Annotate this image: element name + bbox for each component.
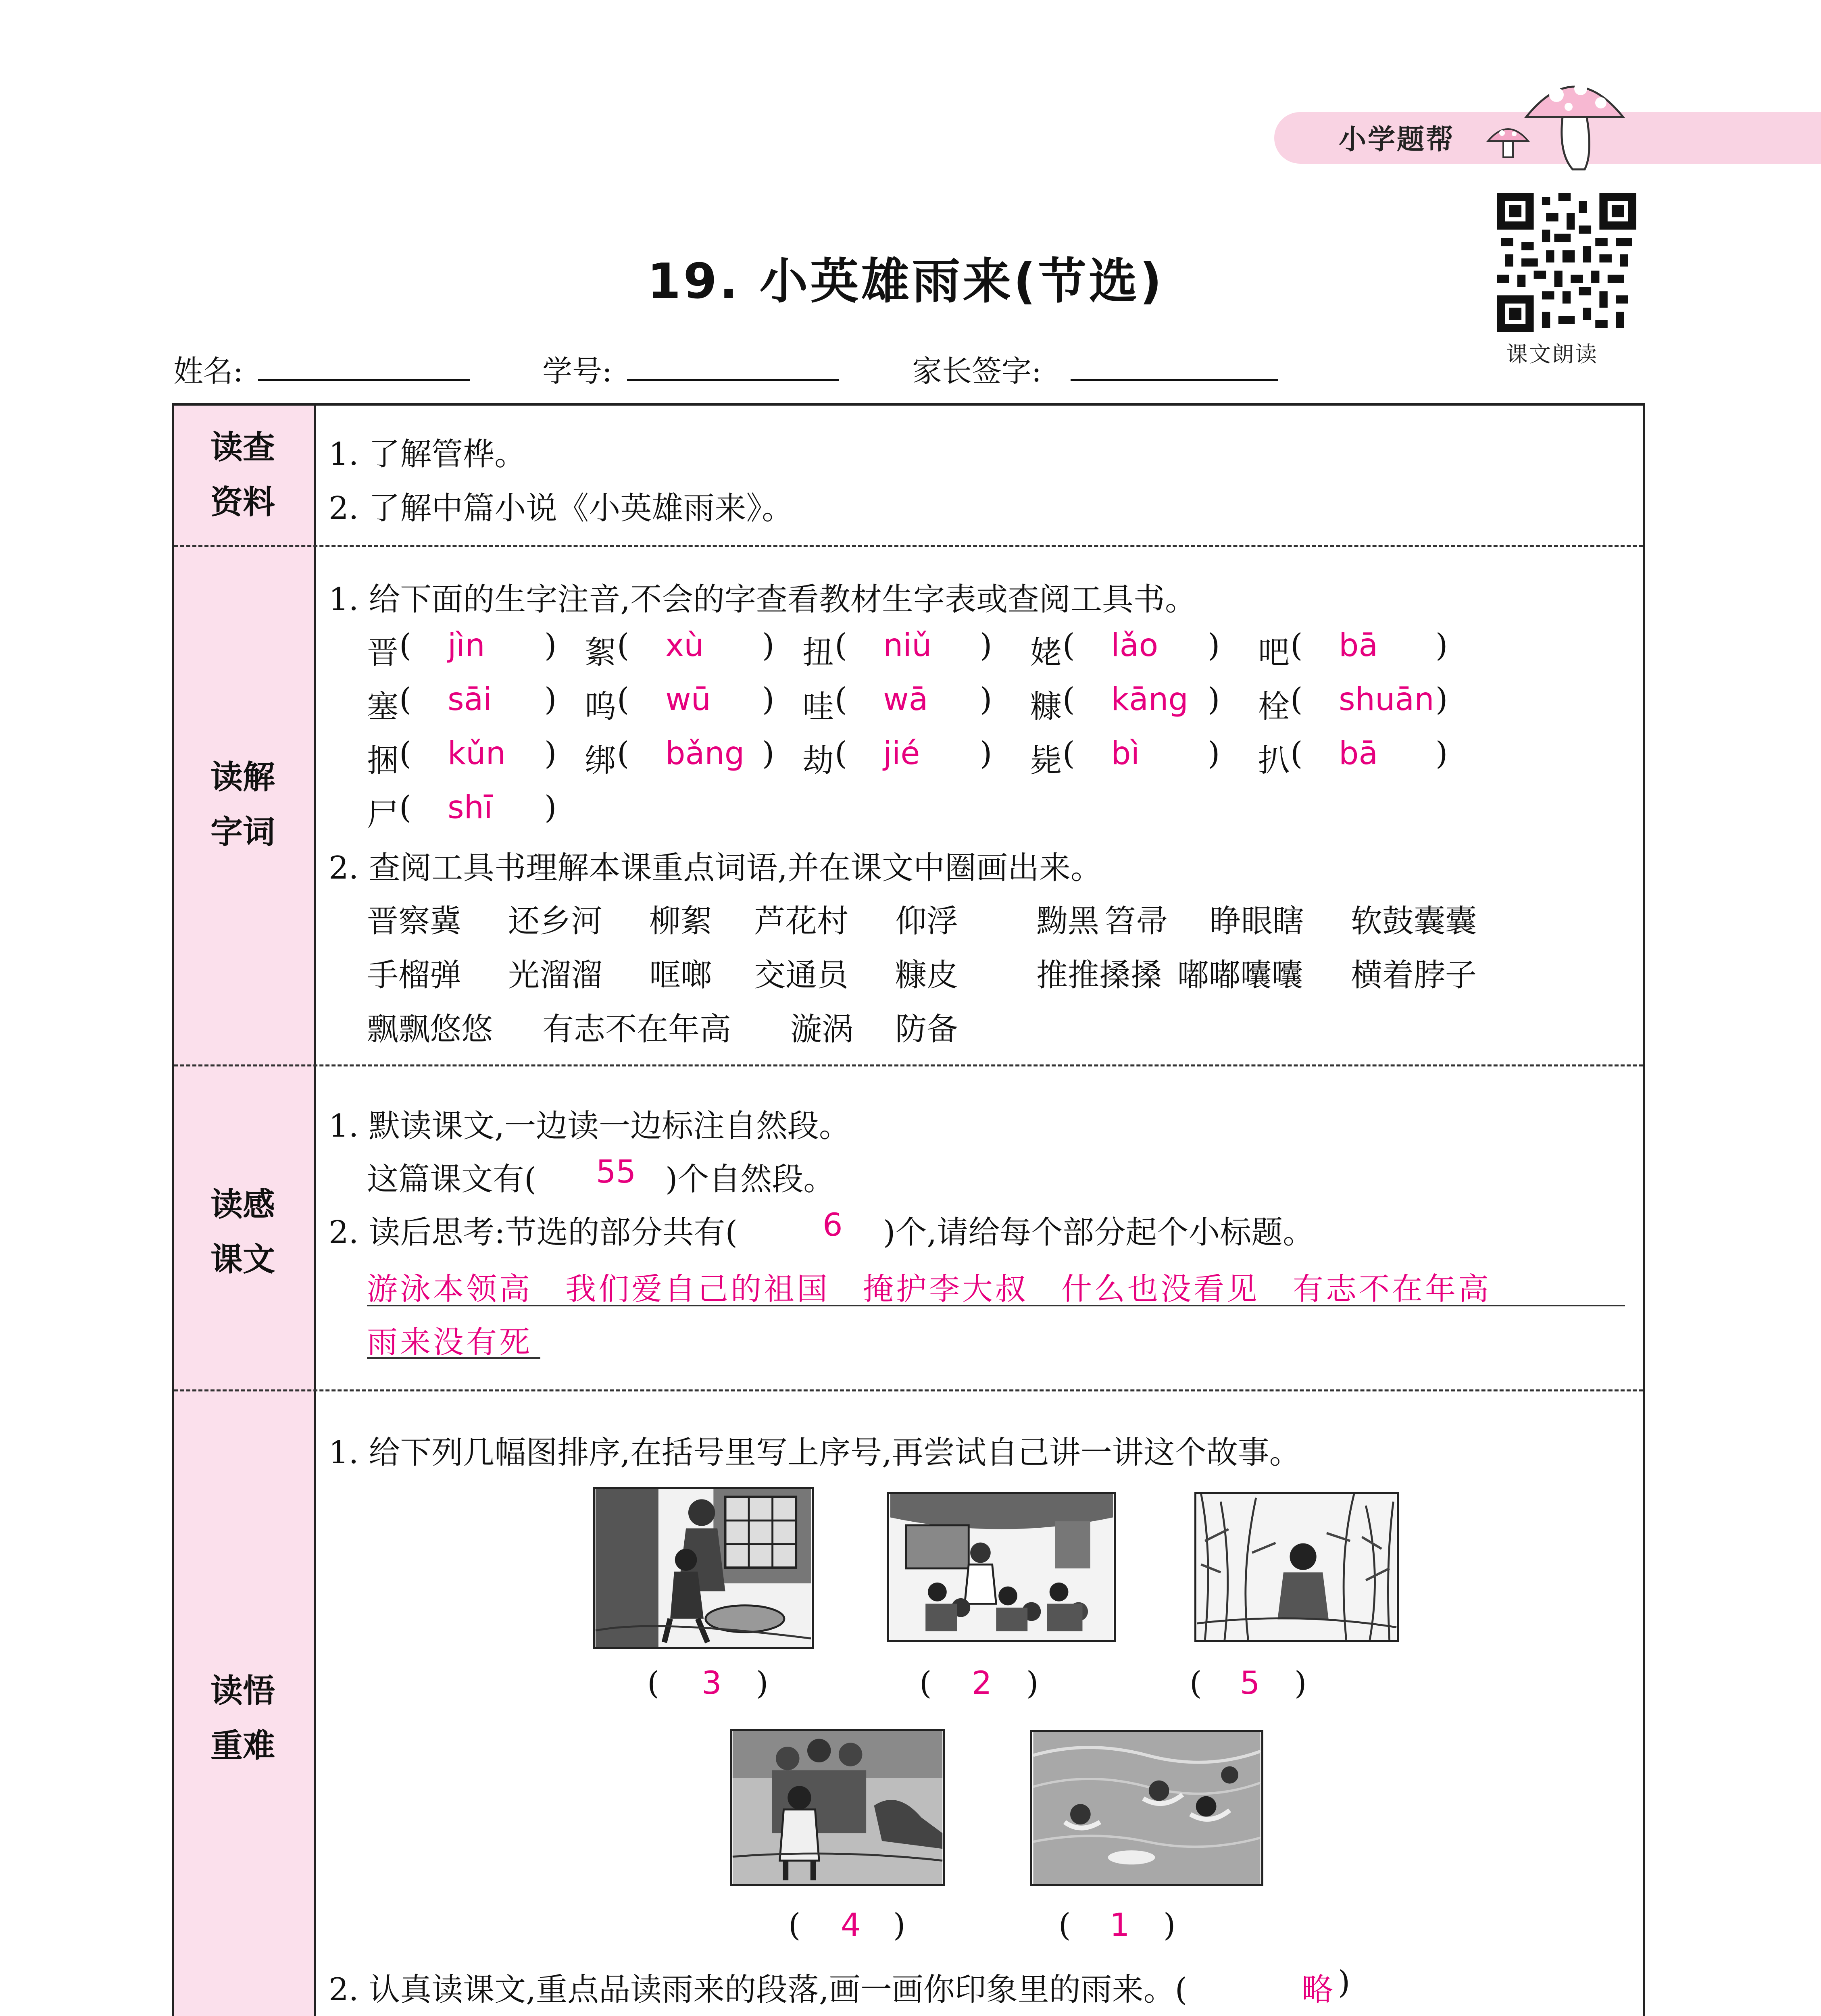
- key-word: 哐啷: [649, 957, 713, 993]
- picture-1-order[interactable]: 3: [702, 1665, 722, 1702]
- key-word: 飘飘悠悠: [367, 1011, 493, 1048]
- qr-caption: 课文朗读: [1506, 342, 1598, 367]
- pinyin-char: 糠: [1030, 689, 1062, 725]
- s3-question-1: 1. 默读课文,一边读一边标注自然段。: [329, 1108, 851, 1144]
- order-bracket-open: (: [788, 1907, 801, 1943]
- s3-paragraph-count-answer[interactable]: 55: [596, 1154, 636, 1190]
- picture-3-order[interactable]: 5: [1240, 1665, 1260, 1702]
- pinyin-answer[interactable]: jié: [883, 735, 920, 772]
- answer-underline: [367, 1305, 1625, 1306]
- picture-4-order[interactable]: 4: [841, 1907, 861, 1943]
- pinyin-answer[interactable]: bǎng: [665, 735, 745, 772]
- pinyin-answer[interactable]: niǔ: [883, 627, 932, 664]
- key-word: 糠皮: [895, 957, 958, 993]
- parent-signature-label: 家长签字:: [912, 354, 1042, 389]
- student-number-field[interactable]: [627, 379, 839, 381]
- pinyin-bracket-open: (: [399, 789, 412, 826]
- s3-subtitles-line-1[interactable]: 游泳本领高 我们爱自己的祖国 掩护李大叔 什么也没看见 有志不在年高: [367, 1271, 1491, 1307]
- story-picture-1: [593, 1487, 814, 1649]
- pinyin-bracket-open: (: [1063, 681, 1075, 718]
- pinyin-bracket-close: ): [1208, 735, 1220, 772]
- key-word: 黝黑: [1036, 903, 1100, 939]
- pinyin-answer[interactable]: lǎo: [1111, 627, 1158, 664]
- key-word: 晋察冀: [367, 903, 462, 939]
- pinyin-bracket-close: ): [980, 735, 992, 772]
- pinyin-char: 絮: [585, 635, 617, 671]
- pinyin-bracket-open: (: [835, 681, 847, 718]
- story-picture-4: [730, 1729, 945, 1886]
- pinyin-bracket-close: ): [762, 681, 775, 718]
- pinyin-char: 栓: [1258, 689, 1290, 725]
- story-picture-3: [1194, 1492, 1399, 1642]
- pinyin-char: 呜: [585, 689, 617, 725]
- key-word: 光溜溜: [508, 957, 603, 993]
- section-label-1b: 资料: [210, 483, 275, 521]
- s1-item-1: 1. 了解管桦。: [329, 436, 526, 473]
- name-label: 姓名:: [173, 354, 243, 389]
- picture-2-order[interactable]: 2: [972, 1665, 992, 1702]
- pinyin-bracket-open: (: [1063, 627, 1075, 664]
- story-picture-2: [887, 1492, 1116, 1642]
- key-word: 防备: [895, 1011, 958, 1048]
- pinyin-bracket-close: ): [1208, 627, 1220, 664]
- pinyin-char: 扭: [802, 635, 834, 671]
- pinyin-char: 晋: [367, 635, 399, 671]
- s3-subtitles-line-2[interactable]: 雨来没有死: [367, 1324, 532, 1360]
- pinyin-bracket-open: (: [1290, 735, 1303, 772]
- pinyin-char: 捆: [367, 743, 399, 779]
- s3-paragraph-count-post: )个自然段。: [665, 1161, 835, 1198]
- pinyin-char: 哇: [802, 689, 834, 725]
- pinyin-bracket-close: ): [1436, 627, 1448, 664]
- key-word: 手榴弹: [367, 957, 462, 993]
- pinyin-char: 毙: [1030, 743, 1062, 779]
- large-mushroom-icon: [1520, 60, 1629, 173]
- story-picture-5: [1030, 1730, 1263, 1886]
- pinyin-bracket-open: (: [617, 681, 629, 718]
- pinyin-answer[interactable]: xù: [665, 627, 704, 664]
- order-bracket-close: ): [1026, 1665, 1039, 1702]
- section-label-4b: 重难: [210, 1727, 275, 1764]
- pinyin-bracket-close: ): [1436, 681, 1448, 718]
- s3-paragraph-count-pre: 这篇课文有(: [367, 1161, 537, 1198]
- pinyin-char: 绑: [585, 743, 617, 779]
- pinyin-bracket-close: ): [1208, 681, 1220, 718]
- answer-underline: [367, 1357, 540, 1359]
- pinyin-bracket-open: (: [399, 681, 412, 718]
- order-bracket-close: ): [893, 1907, 906, 1943]
- pinyin-answer[interactable]: bā: [1339, 735, 1378, 772]
- key-word: 仰浮: [895, 903, 958, 939]
- order-bracket-open: (: [919, 1665, 932, 1702]
- key-word: 推推搡搡: [1036, 957, 1163, 993]
- qr-code[interactable]: [1497, 193, 1636, 332]
- section-label-1a: 读查: [210, 429, 275, 466]
- pinyin-answer[interactable]: shī: [448, 789, 493, 826]
- brand-label: 小学题帮: [1339, 124, 1455, 156]
- s2-question-1: 1. 给下面的生字注音,不会的字查看教材生字表或查阅工具书。: [329, 581, 1197, 618]
- pinyin-bracket-close: ): [980, 627, 992, 664]
- pinyin-char: 姥: [1030, 635, 1062, 671]
- s4-question-2-pre: 2. 认真读课文,重点品读雨来的段落,画一画你印象里的雨来。(: [329, 1972, 1188, 2008]
- pinyin-answer[interactable]: shuān: [1339, 681, 1434, 718]
- s3-question-2-pre: 2. 读后思考:节选的部分共有(: [329, 1214, 738, 1251]
- pinyin-bracket-close: ): [544, 627, 557, 664]
- pinyin-bracket-open: (: [1290, 681, 1303, 718]
- key-word: 横着脖子: [1351, 957, 1477, 993]
- pinyin-bracket-open: (: [399, 735, 412, 772]
- pinyin-char: 塞: [367, 689, 399, 725]
- pinyin-char: 尸: [367, 797, 399, 833]
- pinyin-bracket-close: ): [544, 789, 557, 826]
- pinyin-bracket-close: ): [762, 627, 775, 664]
- pinyin-answer[interactable]: bā: [1339, 627, 1378, 664]
- key-word: 睁眼瞎: [1210, 903, 1304, 939]
- section-label-3b: 课文: [210, 1241, 275, 1278]
- s3-question-2-post: )个,请给每个部分起个小标题。: [883, 1214, 1315, 1251]
- key-word: 有志不在年高: [542, 1011, 731, 1048]
- pinyin-bracket-close: ): [762, 735, 775, 772]
- s1-item-2: 2. 了解中篇小说《小英雄雨来》。: [329, 490, 794, 527]
- column-divider: [314, 406, 316, 2016]
- pinyin-answer[interactable]: jìn: [448, 627, 485, 664]
- key-word: 笤帚: [1105, 903, 1168, 939]
- s4-question-2-post: ): [1338, 1964, 1350, 2001]
- pinyin-bracket-open: (: [835, 735, 847, 772]
- picture-5-order[interactable]: 1: [1110, 1907, 1130, 1943]
- key-word: 芦花村: [754, 903, 849, 939]
- pinyin-bracket-open: (: [399, 627, 412, 664]
- s2-question-2: 2. 查阅工具书理解本课重点词语,并在课文中圈画出来。: [329, 850, 1102, 886]
- s3-part-count-answer[interactable]: 6: [823, 1207, 843, 1243]
- order-bracket-close: ): [1294, 1665, 1307, 1702]
- name-field[interactable]: [258, 379, 470, 381]
- pinyin-char: 吧: [1258, 635, 1290, 671]
- order-bracket-open: (: [647, 1665, 660, 1702]
- pinyin-answer[interactable]: wā: [883, 681, 928, 718]
- s4-question-2-answer[interactable]: 略: [1302, 1972, 1333, 2008]
- row-divider: [174, 545, 1643, 547]
- pinyin-bracket-close: ): [544, 681, 557, 718]
- pinyin-bracket-open: (: [617, 735, 629, 772]
- parent-signature-field[interactable]: [1071, 379, 1278, 381]
- row-divider: [174, 1064, 1643, 1066]
- order-bracket-close: ): [756, 1665, 769, 1702]
- row-divider: [174, 1389, 1643, 1391]
- key-word: 嘟嘟囔囔: [1177, 957, 1304, 993]
- pinyin-answer[interactable]: sāi: [448, 681, 492, 718]
- key-word: 软鼓囊囊: [1351, 903, 1477, 939]
- pinyin-answer[interactable]: wū: [665, 681, 711, 718]
- order-bracket-open: (: [1190, 1665, 1202, 1702]
- order-bracket-open: (: [1058, 1907, 1071, 1943]
- pinyin-bracket-close: ): [544, 735, 557, 772]
- pinyin-bracket-close: ): [980, 681, 992, 718]
- key-word: 交通员: [754, 957, 849, 993]
- key-word: 漩涡: [790, 1011, 854, 1048]
- pinyin-char: 劫: [802, 743, 834, 779]
- section-label-3a: 读感: [210, 1186, 275, 1223]
- pinyin-bracket-open: (: [835, 627, 847, 664]
- section-label-2b: 字词: [210, 813, 275, 851]
- pinyin-char: 扒: [1258, 743, 1290, 779]
- key-word: 还乡河: [508, 903, 603, 939]
- pinyin-bracket-open: (: [617, 627, 629, 664]
- student-number-label: 学号:: [542, 354, 612, 389]
- s4-question-1: 1. 给下列几幅图排序,在括号里写上序号,再尝试自己讲一讲这个故事。: [329, 1435, 1301, 1471]
- section-label-4a: 读悟: [210, 1672, 275, 1710]
- pinyin-bracket-open: (: [1290, 627, 1303, 664]
- pinyin-answer[interactable]: bì: [1111, 735, 1140, 772]
- pinyin-bracket-open: (: [1063, 735, 1075, 772]
- pinyin-bracket-close: ): [1436, 735, 1448, 772]
- order-bracket-close: ): [1163, 1907, 1176, 1943]
- section-label-2a: 读解: [210, 758, 275, 796]
- pinyin-answer[interactable]: kāng: [1111, 681, 1188, 718]
- pinyin-answer[interactable]: kǔn: [448, 735, 506, 772]
- page-title: 19. 小英雄雨来(节选): [647, 254, 1165, 310]
- key-word: 柳絮: [649, 903, 713, 939]
